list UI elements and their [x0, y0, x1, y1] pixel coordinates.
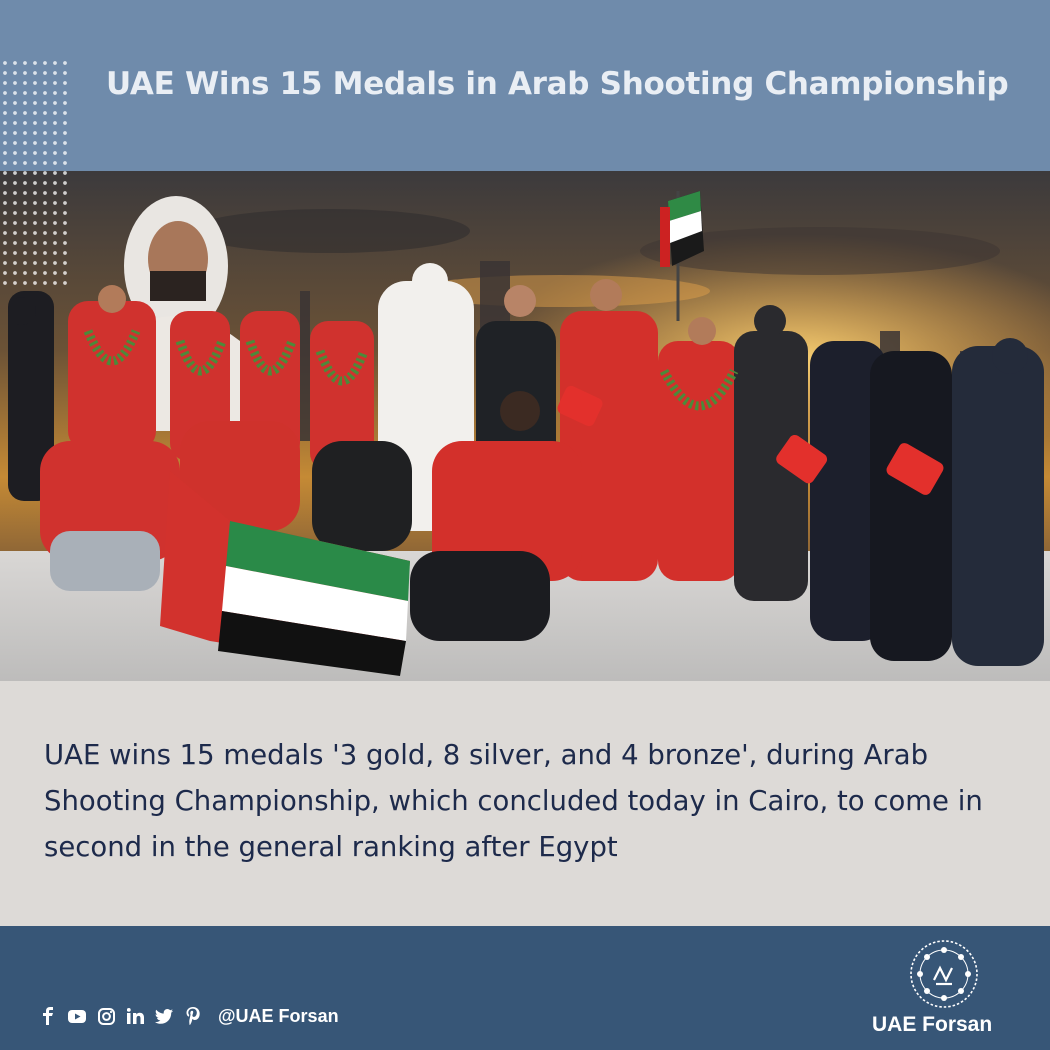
social-links: [38, 1003, 339, 1029]
pinterest-icon[interactable]: [183, 1006, 203, 1026]
page-title: UAE Wins 15 Medals in Arab Shooting Championship: [106, 66, 1009, 102]
facebook-icon[interactable]: [38, 1006, 58, 1026]
team-photo: [0, 171, 1050, 681]
team-photo-illustration: [0, 171, 1050, 681]
youtube-icon[interactable]: [67, 1006, 87, 1026]
instagram-icon[interactable]: [96, 1006, 116, 1026]
brand-name: UAE Forsan: [872, 1013, 993, 1036]
uae-forsan-logo: [906, 936, 982, 1012]
article-caption: UAE wins 15 medals '3 gold, 8 silver, and 4 bronze', during Arab Shooting Championship, which concluded today in Cairo, to come in second in the general ranking after Egypt: [44, 739, 983, 863]
twitter-icon[interactable]: [154, 1006, 174, 1026]
social-handle[interactable]: @UAE Forsan: [218, 1005, 339, 1026]
linkedin-icon[interactable]: [125, 1006, 145, 1026]
decorative-dot-pattern: [0, 58, 70, 286]
